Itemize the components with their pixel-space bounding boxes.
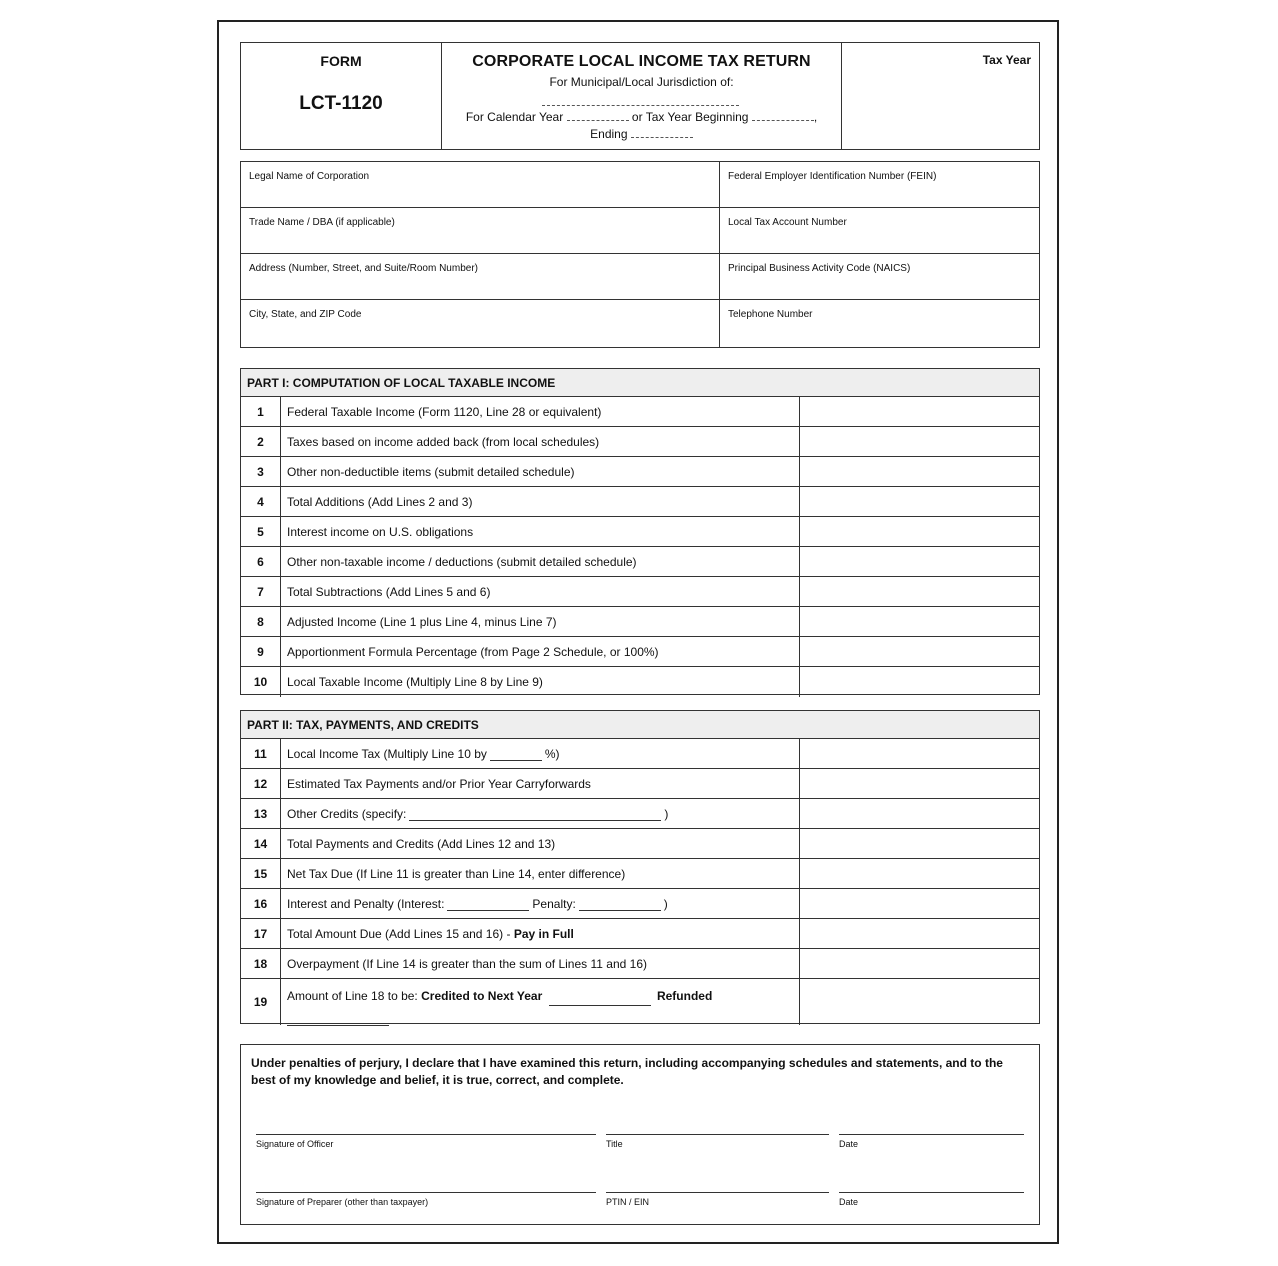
- part-2-title: PART II: TAX, PAYMENTS, AND CREDITS: [241, 711, 1039, 739]
- form-title-box: [442, 43, 842, 149]
- jurisdiction-label: For Municipal/Local Jurisdiction of:: [549, 75, 734, 89]
- trade-name-field[interactable]: Trade Name / DBA (if applicable): [241, 208, 720, 253]
- info-row: [241, 162, 1039, 208]
- ending-label: Ending: [590, 127, 628, 141]
- line-description: Federal Taxable Income (Form 1120, Line 28 or equivalent): [281, 397, 800, 426]
- line-7-amount[interactable]: [800, 577, 1039, 606]
- close-paren: ): [663, 896, 668, 911]
- line-number: 9: [241, 637, 281, 666]
- perjury-declaration: Under penalties of perjury, I declare that I have examined this return, including accompanying schedules and statements, and to the best of my knowledge and belief, it is true, correct, and complete.: [251, 1056, 1003, 1087]
- line-number: 18: [241, 949, 281, 978]
- line-14: [241, 829, 1039, 859]
- address-field[interactable]: Address (Number, Street, and Suite/Room Number): [241, 254, 720, 299]
- line-7: [241, 577, 1039, 607]
- line-number: 3: [241, 457, 281, 486]
- form-label: FORM: [320, 53, 362, 69]
- line-5-amount[interactable]: [800, 517, 1039, 546]
- line-description: Estimated Tax Payments and/or Prior Year Carryforwards: [281, 769, 800, 798]
- officer-signature-label: Signature of Officer: [256, 1139, 334, 1149]
- line-10: [241, 667, 1039, 697]
- info-row: [241, 300, 1039, 347]
- line-description: Other non-deductible items (submit detailed schedule): [281, 457, 800, 486]
- credited-next-year-label: Credited to Next Year: [421, 989, 543, 1003]
- line-number: 2: [241, 427, 281, 456]
- preparer-signature-label: Signature of Preparer (other than taxpayer): [256, 1197, 429, 1207]
- preparer-date-line[interactable]: [839, 1192, 1024, 1193]
- preparer-signature-line[interactable]: [256, 1192, 596, 1193]
- credited-next-year-field[interactable]: [549, 991, 651, 1006]
- form-number: LCT-1120: [299, 93, 383, 114]
- line-description: Other non-taxable income / deductions (submit detailed schedule): [281, 547, 800, 576]
- line-8-amount[interactable]: [800, 607, 1039, 636]
- naics-field[interactable]: Principal Business Activity Code (NAICS): [728, 263, 911, 274]
- line-description: Local Taxable Income (Multiply Line 8 by Line 9): [281, 667, 800, 697]
- line-14-amount[interactable]: [800, 829, 1039, 858]
- line-number: 13: [241, 799, 281, 828]
- line-16-text: Interest and Penalty (Interest:: [287, 896, 445, 911]
- line-13: [241, 799, 1039, 829]
- tax-form-page: [217, 20, 1059, 1244]
- info-row: [241, 254, 1039, 300]
- line-number: 19: [241, 979, 281, 1025]
- line-description: [281, 889, 800, 918]
- line-description: [281, 739, 800, 768]
- line-number: 17: [241, 919, 281, 948]
- line-2: [241, 427, 1039, 457]
- line-4-amount[interactable]: [800, 487, 1039, 516]
- fein-field[interactable]: Federal Employer Identification Number (FEIN): [728, 171, 937, 182]
- line-9: [241, 637, 1039, 667]
- line-number: 6: [241, 547, 281, 576]
- line-1: [241, 397, 1039, 427]
- line-description: [281, 979, 800, 1025]
- line-8: [241, 607, 1039, 637]
- line-description: Net Tax Due (If Line 11 is greater than Line 14, enter difference): [281, 859, 800, 888]
- penalty-label: Penalty:: [532, 896, 576, 911]
- line-description: Total Additions (Add Lines 2 and 3): [281, 487, 800, 516]
- line-12: [241, 769, 1039, 799]
- calendar-year-label: For Calendar Year: [465, 110, 564, 124]
- preparer-date-label: Date: [839, 1197, 859, 1207]
- legal-name-field[interactable]: Legal Name of Corporation: [241, 162, 720, 207]
- comma: ,: [813, 110, 818, 124]
- line-description: [281, 919, 800, 948]
- line-description: [281, 799, 800, 828]
- line-description: Total Subtractions (Add Lines 5 and 6): [281, 577, 800, 606]
- line-16-amount[interactable]: [800, 889, 1039, 918]
- local-account-field[interactable]: Local Tax Account Number: [728, 217, 847, 228]
- line-6: [241, 547, 1039, 577]
- line-description: Overpayment (If Line 14 is greater than the sum of Lines 11 and 16): [281, 949, 800, 978]
- line-1-amount[interactable]: [800, 397, 1039, 426]
- line-number: 10: [241, 667, 281, 697]
- line-13-text: Other Credits (specify:: [287, 806, 407, 821]
- jurisdiction-field[interactable]: [542, 89, 739, 106]
- city-state-zip-field[interactable]: City, State, and ZIP Code: [241, 300, 720, 347]
- line-number: 12: [241, 769, 281, 798]
- line-10-amount[interactable]: [800, 667, 1039, 697]
- line-11-text: Local Income Tax (Multiply Line 10 by: [287, 746, 487, 761]
- penalty-field[interactable]: [579, 896, 661, 911]
- line-18-amount[interactable]: [800, 949, 1039, 978]
- refunded-field[interactable]: [287, 1011, 389, 1026]
- line-11: [241, 739, 1039, 769]
- line-3-amount[interactable]: [800, 457, 1039, 486]
- ptin-line[interactable]: [606, 1192, 829, 1193]
- line-17-amount[interactable]: [800, 919, 1039, 948]
- line-2-amount[interactable]: [800, 427, 1039, 456]
- line-9-amount[interactable]: [800, 637, 1039, 666]
- close-paren: ): [664, 806, 669, 821]
- calendar-year-field[interactable]: [567, 108, 629, 121]
- line-description: Taxes based on income added back (from local schedules): [281, 427, 800, 456]
- pay-in-full-text: Pay in Full: [513, 926, 574, 941]
- part-1-title: PART I: COMPUTATION OF LOCAL TAXABLE INCOME: [241, 369, 1039, 397]
- officer-date-line[interactable]: [839, 1134, 1024, 1135]
- line-18: [241, 949, 1039, 979]
- calendar-year-row: [442, 108, 841, 124]
- other-credits-specify-field[interactable]: [409, 806, 661, 821]
- line-description: Total Payments and Credits (Add Lines 12 and 13): [281, 829, 800, 858]
- part-2-section: [240, 710, 1040, 1024]
- line-description: Adjusted Income (Line 1 plus Line 4, minus Line 7): [281, 607, 800, 636]
- line-3: [241, 457, 1039, 487]
- line-13-amount[interactable]: [800, 799, 1039, 828]
- refunded-label: Refunded: [656, 989, 713, 1003]
- line-19: [241, 979, 1039, 1025]
- line-4: [241, 487, 1039, 517]
- form-title: CORPORATE LOCAL INCOME TAX RETURN: [472, 53, 811, 70]
- line-12-amount[interactable]: [800, 769, 1039, 798]
- ptin-label: PTIN / EIN: [606, 1197, 650, 1207]
- line-19-text: Amount of Line 18 to be:: [287, 989, 418, 1003]
- part-1-lines: [241, 397, 1039, 697]
- line-5: [241, 517, 1039, 547]
- line-number: 15: [241, 859, 281, 888]
- line-description: Apportionment Formula Percentage (from Page 2 Schedule, or 100%): [281, 637, 800, 666]
- tax-year-beginning-field[interactable]: [752, 108, 814, 121]
- form-id-box: [241, 43, 442, 149]
- line-16: [241, 889, 1039, 919]
- info-row: [241, 208, 1039, 254]
- line-11-amount[interactable]: [800, 739, 1039, 768]
- officer-signature-line[interactable]: [256, 1134, 596, 1135]
- line-number: 14: [241, 829, 281, 858]
- line-15: [241, 859, 1039, 889]
- declaration-section: [240, 1044, 1040, 1225]
- telephone-field[interactable]: Telephone Number: [728, 309, 813, 320]
- ending-field[interactable]: [631, 125, 693, 138]
- line-number: 5: [241, 517, 281, 546]
- line-17: [241, 919, 1039, 949]
- corporation-info-grid: [240, 161, 1040, 348]
- line-6-amount[interactable]: [800, 547, 1039, 576]
- percent-suffix: %): [544, 746, 560, 761]
- tax-year-beginning-label: or Tax Year Beginning: [631, 110, 749, 124]
- ending-row: [442, 125, 841, 141]
- line-number: 11: [241, 739, 281, 768]
- line-number: 7: [241, 577, 281, 606]
- tax-rate-field[interactable]: [490, 746, 542, 761]
- title-line[interactable]: [606, 1134, 829, 1135]
- form-header: [240, 42, 1040, 150]
- line-number: 8: [241, 607, 281, 636]
- title-label: Title: [606, 1139, 623, 1149]
- tax-year-box[interactable]: [842, 43, 1039, 149]
- line-number: 16: [241, 889, 281, 918]
- part-1-section: [240, 368, 1040, 695]
- line-number: 1: [241, 397, 281, 426]
- line-number: 4: [241, 487, 281, 516]
- line-19-amount[interactable]: [800, 979, 1039, 1025]
- line-description: Interest income on U.S. obligations: [281, 517, 800, 546]
- line-17-text: Total Amount Due (Add Lines 15 and 16) -: [287, 926, 511, 941]
- officer-date-label: Date: [839, 1139, 859, 1149]
- tax-year-label: Tax Year: [982, 53, 1031, 67]
- line-15-amount[interactable]: [800, 859, 1039, 888]
- interest-field[interactable]: [447, 896, 529, 911]
